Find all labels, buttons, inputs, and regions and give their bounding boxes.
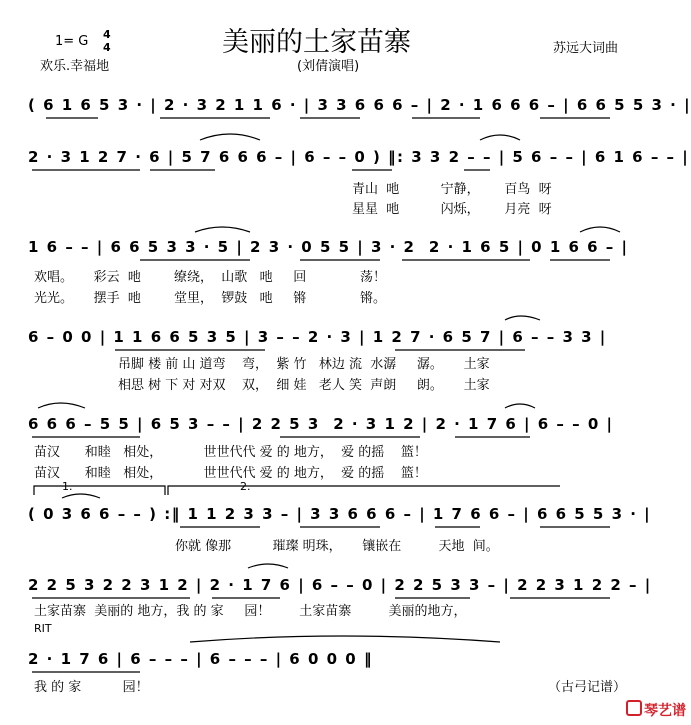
notation-line: 6 – 0 0 | 1 1 6 6 5 3 5 | 3 – – 2 · 3 | 1 2 7 · 6 5 7 | 6 – – 3 3 | [28, 328, 607, 346]
lyric-verse-1: 欢唱。 彩云 吔 缭绕， 山歌 吔 回 荡！ [34, 270, 387, 285]
lyric-verse-2: 星星 吔 闪烁， 月亮 呀 [352, 202, 552, 217]
lyric-verse-2: 苗汉 和睦 相处， 世世代代 爱 的 地方， 爱 的摇 篮！ [34, 466, 427, 481]
expression-marking: 欢乐.幸福地 [40, 59, 110, 74]
time-signature-bottom: 4 [103, 41, 111, 54]
notation-line: ( 6 1 6 5 3 · | 2 · 3 2 1 1 6 · | 3 3 6 6 6 – | 2 · 1 6 6 6 – | 6 6 5 5 3 · | [28, 96, 691, 114]
lyric-line: 我 的 家 园！ [34, 680, 149, 695]
transcriber-credit: （古弓记谱） [548, 680, 627, 695]
notation-line: 2 · 1 7 6 | 6 – – – | 6 – – – | 6 0 0 0 ‖ [28, 650, 373, 668]
lyric-verse-2: 光光。 摆手 吔 堂里， 锣鼓 吔 锵 锵。 [34, 291, 387, 306]
notation-line: 2 · 3 1 2 7 · 6 | 5 7 6 6 6 – | 6 – – 0 ) ‖: 3 3 2 – – | 5 6 – – | 6 1 6 – – | [28, 148, 690, 166]
key-signature: 1= G [55, 34, 89, 49]
lyric-line: 你就 像那 璀璨 明珠， 镶嵌在 天地 间。 [175, 539, 499, 554]
notation-line: 6 6 6 – 5 5 | 6 5 3 – – | 2 2 5 3 2 · 3 1 2 | 2 · 1 7 6 | 6 – – 0 | [28, 415, 614, 433]
lyric-verse-2: 相思 树 下 对 对双 双， 细 娃 老人 笑 声朗 朗。 土家 [118, 378, 490, 393]
notation-line: 1 6 – – | 6 6 5 3 3 · 5 | 2 3 · 0 5 5 | 3 · 2 2 · 1 6 5 | 0 1 6 6 – | [28, 238, 629, 256]
notation-line: 2 2 5 3 2 2 3 1 2 | 2 · 1 7 6 | 6 – – 0 | 2 2 5 3 3 – | 2 2 3 1 2 2 – | [28, 576, 652, 594]
lyric-verse-1: 吊脚 楼 前 山 道弯 弯， 紫 竹 林边 流 水潺 潺。 土家 [118, 357, 490, 372]
notation-line: ( 0 3 6 6 – – ) :‖ 1 1 2 3 3 – | 3 3 6 6 6 – | 1 7 6 6 – | 6 6 5 5 3 · | [28, 505, 652, 523]
singer-credit: (刘倩演唱) [297, 59, 360, 74]
watermark-text: 琴艺谱 [644, 703, 686, 719]
volta-2-label: 2. [240, 480, 251, 493]
lyric-line: 土家苗寨 美丽的 地方，我 的 家 园！ 土家苗寨 美丽的地方， [34, 604, 467, 619]
time-signature-top: 4 [103, 28, 111, 41]
lyric-verse-1: 苗汉 和睦 相处， 世世代代 爱 的 地方， 爱 的摇 篮！ [34, 445, 427, 460]
lyric-verse-1: 青山 吔 宁静， 百鸟 呀 [352, 182, 552, 197]
rit-marking: RIT [34, 622, 52, 635]
volta-1-label: 1. [62, 480, 73, 493]
song-title: 美丽的土家苗寨 [222, 27, 411, 58]
composer-credit: 苏远大词曲 [553, 41, 619, 56]
